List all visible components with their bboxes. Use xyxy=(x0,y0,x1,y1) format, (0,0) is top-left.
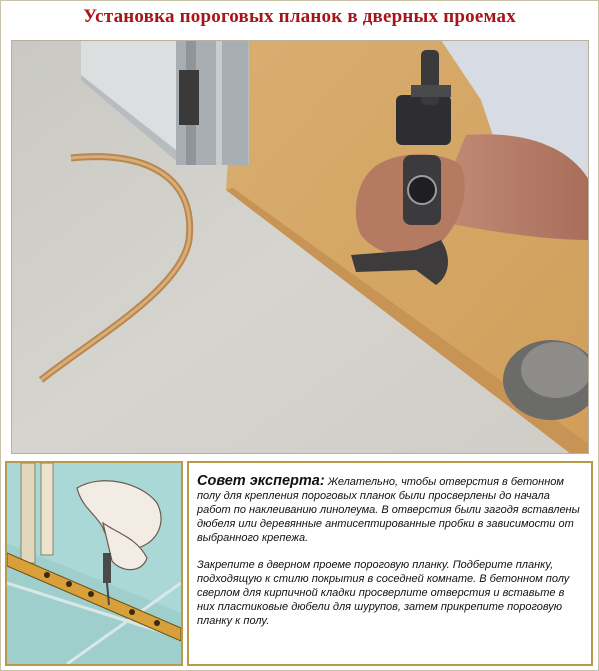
illustration xyxy=(5,461,183,666)
expert-tip xyxy=(197,474,583,545)
door-hinge xyxy=(179,70,199,125)
main-photo xyxy=(11,40,589,454)
instruction-text: Закрепите в дверном проеме пороговую планку. Подберите планку, подходящую к стилю покрытия в соседней комнате. В бетонном полу сверлом для кирпичной кладки просверлите отверстия и вставьте в них пластиковые дюбели для шурупов, затем прикрепите пороговую планку к полу. xyxy=(197,559,570,627)
door-jamb xyxy=(21,463,35,563)
bottom-section xyxy=(5,461,595,666)
tip-text: Желательно, чтобы отверстия в бетонном полу для крепления пороговых планок были просверлены до начала работ по наклеиванию линолеума. В отверстия были загодя вставлены дюбеля или деревянные антисептированные пробки в зависимости от выбранного крепежа. xyxy=(197,476,580,544)
tip-textbox xyxy=(187,461,593,666)
page-title: Установка пороговых планок в дверных проемах xyxy=(83,6,516,27)
screwdriver xyxy=(103,553,111,583)
tip-heading: Совет эксперта: xyxy=(197,473,325,489)
